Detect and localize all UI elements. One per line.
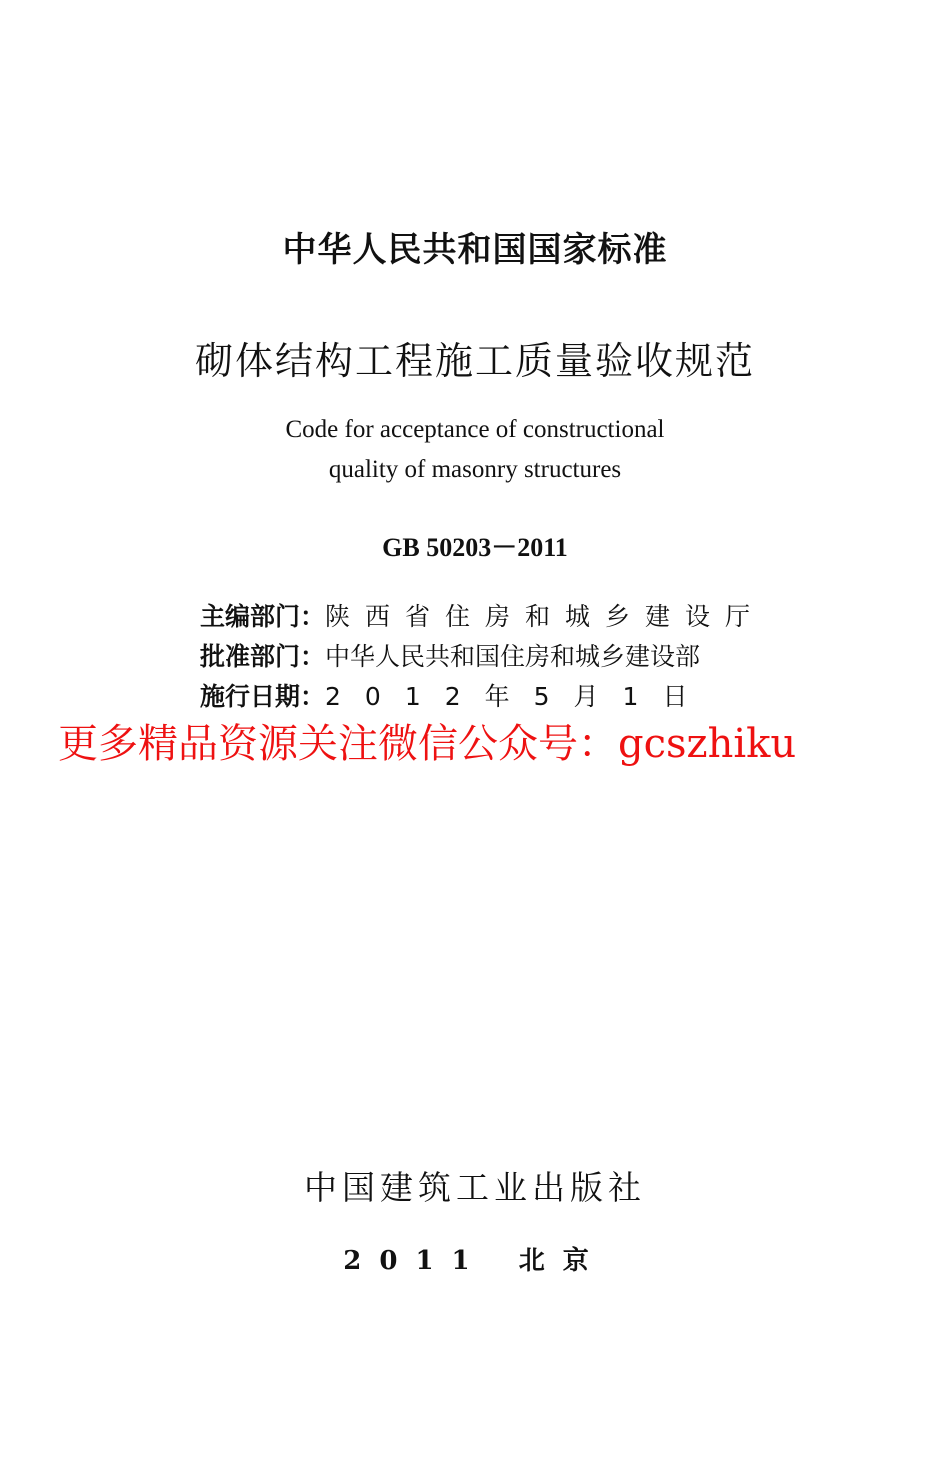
effective-date-row — [200, 677, 711, 713]
publication-year: 2011 — [343, 1246, 488, 1276]
publisher-name: 中国建筑工业出版社 — [304, 1168, 646, 1207]
standard-code: GB 50203－2011 — [382, 533, 568, 562]
publication-place — [0, 1240, 950, 1277]
approver-row — [200, 637, 700, 673]
title-english-line-2: quality of masonry structures — [328, 456, 622, 483]
effective-date-label: 施行日期： — [200, 682, 326, 711]
title-english-line-1: Code for acceptance of constructional — [285, 416, 665, 443]
publication-city: 北京 — [518, 1246, 607, 1276]
editor-value: 陕西省住房和城乡建设厅 — [325, 602, 766, 631]
approver-value: 中华人民共和国住房和城乡建设部 — [325, 642, 701, 671]
editor-label: 主编部门： — [200, 602, 326, 631]
watermark-text: 更多精品资源关注微信公众号：gcszhiku — [58, 721, 797, 767]
title-chinese: 砌体结构工程施工质量验收规范 — [194, 339, 755, 383]
series-title: 中华人民共和国国家标准 — [282, 230, 668, 270]
editor-row — [200, 597, 765, 633]
approver-label: 批准部门： — [200, 642, 326, 671]
effective-date-value: 2012年5月1日 — [325, 682, 712, 711]
title-english — [0, 410, 950, 490]
